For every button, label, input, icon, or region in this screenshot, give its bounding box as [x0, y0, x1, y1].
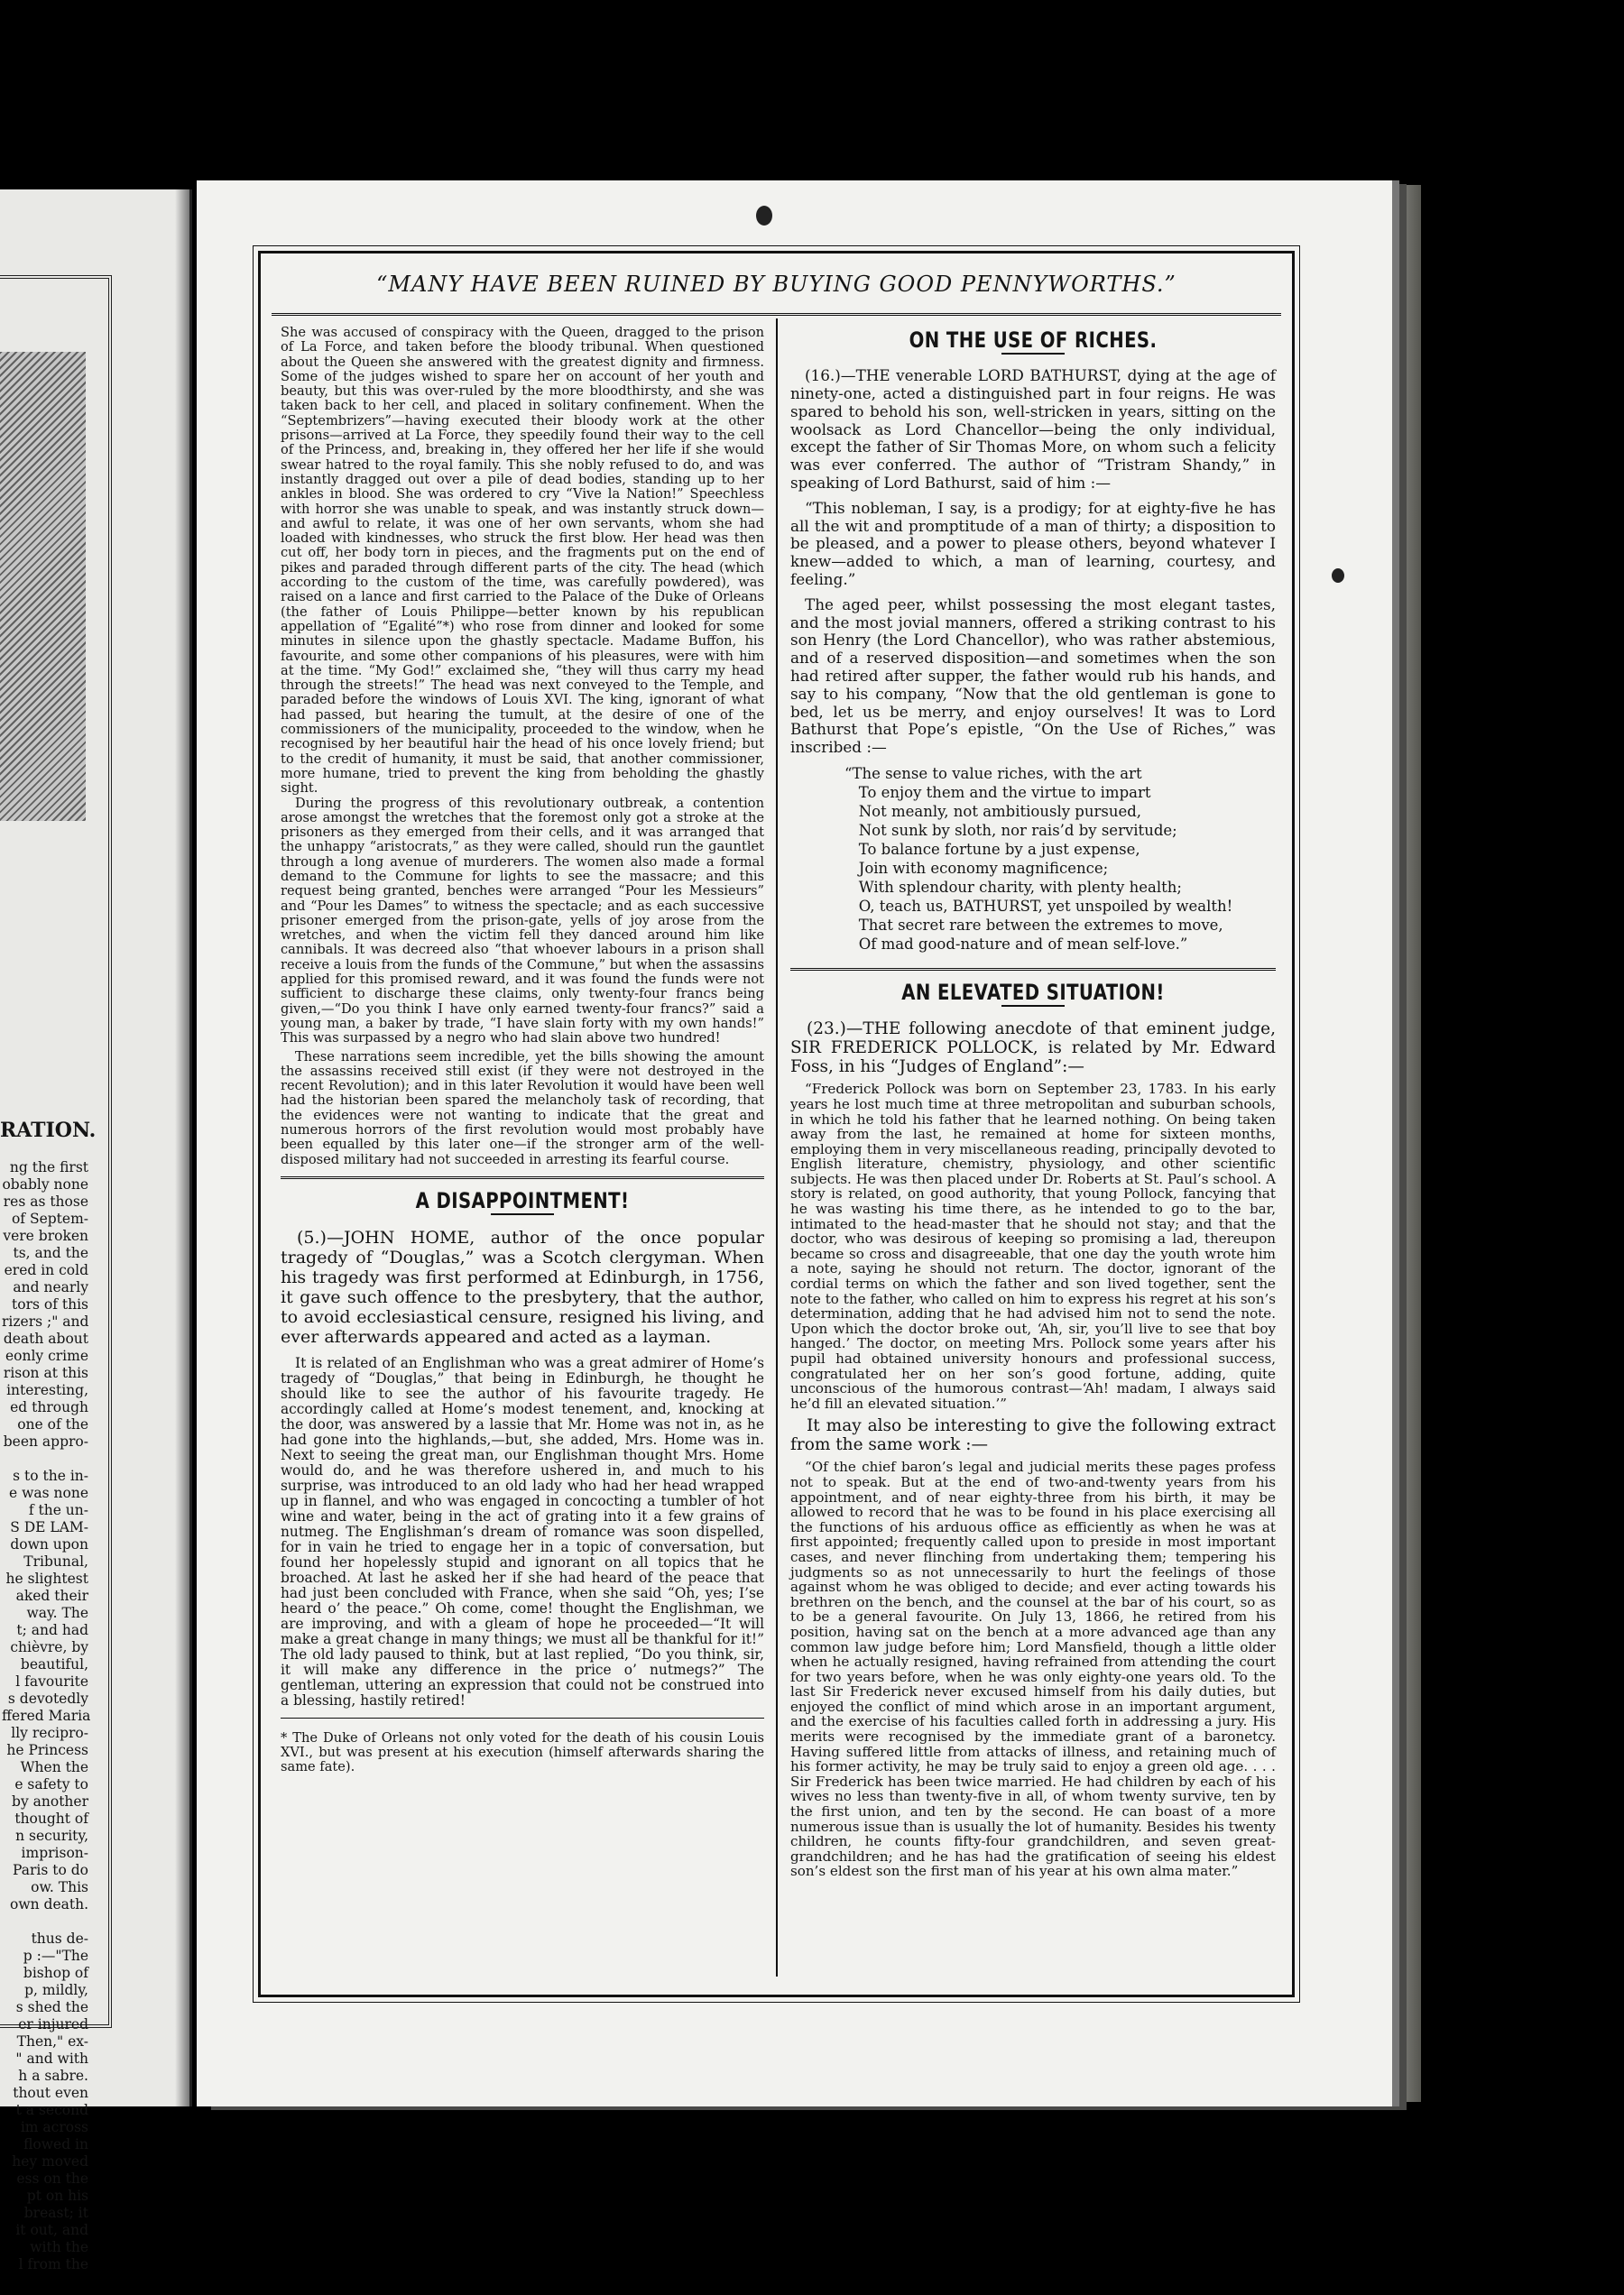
paragraph: (23.)—THE following anecdote of that eminent judge, SIR FREDERICK POLLOCK, is related by Mr. Edward Foss, in his “Judges of England”:—: [790, 1019, 1276, 1077]
section-body: [790, 1416, 1276, 1454]
quote-paragraph: “Frederick Pollock was born on September 23, 1783. In his early years he lost much time at three metropolitan and suburban schools, in which he told his father that he learned nothing. On being taken away from the last, he remained at home for sixteen months, employing them in very miscellaneous reading, principally devoted to English literature, chemistry, physiology, and other scientific subjects. He was then placed under Dr. Roberts at St. Paul’s school. A story is related, on good authority, that young Pollock, fancying that he was wasting his time there, as he intended to go to the bar, intimated to the head-master that he should not stay; and that the doctor, who was desirous of keeping so promising a lad, thereupon became so cross and disagreeable, that one day the youth wrote him a note, saying he should not return. The doctor, ignorant of the cordial terms on which the father and son lived together, sent the note to the father, who called on him to express his regret at his son’s determination, adding that he had advised him not to send the note. Upon which the doctor broke out, ‘Ah, sir, you’ll live to see that boy hanged.’ The doctor, on meeting Mrs. Pollock some years after his pupil had obtained university honours and professional success, congratulated her on her son’s good fortune, adding, quite unconscious of the humorous contrast—‘Ah! madam, I always said he’d fill an elevated situation.’”: [790, 1081, 1276, 1412]
title-underline: [491, 1213, 554, 1215]
paragraph: The aged peer, whilst possessing the most elegant tastes, and the most jovial manners, offered a striking contrast to his son Henry (the Lord Chancellor), who was rather abstemious, and of a reserved disposition—and sometimes when the son had retired after supper, the father would rub his hands, and say to his company, “Now that the old gentleman is gone to bed, let us be merry, and enjoy ourselves! It was to Lord Bathurst that Pope’s epistle, “On the Use of Riches,” was inscribed :—: [790, 594, 1276, 757]
section-body: [790, 1019, 1276, 1076]
section-title: A DISAPPOINTMENT!: [415, 1187, 630, 1213]
paragraph: It may also be interesting to give the following extract from the same work :—: [790, 1416, 1276, 1455]
left-page-text: ng the first obably none res as those of Septem- vere broken ts, and the ered in cold and nearly tors of this rizers ;" and death about eonly crime rison at this interesting, ed through one of the been appro- s to the in- e was none f the un- S DE LAM- down upon Tribunal, he slightest aked their way. The t; and had chièvre, by beautiful, l favourite s devotedly ffered Maria lly recipro- he Princess When the e safety to by another thought of n security, imprison- Paris to do ow. This own death. thus de- p :—"The bishop of p, mildly, s shed the er injured Then," ex- " and with h a sabre. thout even t a second im across flowed in hey moved ess on the pt on his breast; it it out, and with the l from the: [2, 1159, 91, 2272]
section-body: [790, 367, 1276, 757]
section-body: [281, 1228, 764, 1347]
section-title: AN ELEVATED SITUATION!: [901, 980, 1165, 1006]
paragraph: During the progress of this revolutionary outbreak, a contention arose amongst the wretches that the foremost only got a stroke at the prisoners as they emerged from their cells, and it was arranged that the unhappy “aristocrats,” as they were called, should run the gauntlet through a long avenue of murderers. The women also made a formal demand to the Commune for lights to see the massacre; and this request being granted, benches were arranged “Pour les Messieurs” and “Pour les Dames” to witness the spectacle; and as each successive prisoner emerged from the prison-gate, yells of joy arose from the wretches, and when the victim fell they danced around him like cannibals. It was decreed also “that whoever labours in a prison shall receive a louis from the funds of the Commune,” but when the assassins applied for this promised reward, and it was found the funds were not sufficient to discharge these claims, only twenty-four francs being given,—“Do you think I have only earned twenty-four francs?” said a young man, a baker by trade, “I have slain forty with my own hands!” This was surpassed by a negro who had slain above two hundred!: [281, 795, 764, 1046]
section-title: ON THE USE OF RICHES.: [909, 327, 1158, 353]
paragraph: It is related of an Englishman who was a great admirer of Home’s tragedy of “Douglas,” that being in Edinburgh, he thought he should like to see the author of his favourite tragedy. He accordingly called at Home’s modest tenement, and, knocking at the door, was answered by a lassie that Mr. Home was not in, as he had gone into the highlands,—but, she added, Mrs. Home was in. Next to seeing the great man, our Englishman thought Mrs. Home would do, and he was therefore ushered in, and much to his surprise, was introduced to an old lady who had her head wrapped up in flannel, and who was engaged in concocting a tumbler of hot wine and water, being in the act of grating into it a few grains of nutmeg. The Englishman’s dream of romance was soon dispelled, for in vain he tried to engage her in a topic of conversation, but found her hopelessly stupid and ignorant on all topics that he broached. At last he asked her if she had heard of the peace that had just been concluded with France, when she said “Oh, yes; I’se heard o’ the peace.” Oh come, come! thought the Englishman, we are improving, and with a gleam of hope he proceeded—“It will make a great change in many things; we must all be thankful for it!” The old lady paused to think, but at last replied, “Do you think, sir, it will make any difference in the price o’ nutmegs?” The gentleman, uttering an expression that could not be construed into a blessing, hastily retired!: [281, 1355, 764, 1710]
poem: “The sense to value riches, with the art To enjoy them and the virtue to impart Not meanly, not ambitiously pursued, Not sunk by sloth, nor rais’d by servitude; To balance fortune by a just expense, Join with economy magnificence; With splendour charity, with plenty health; O, teach us, BATHURST, yet unspoiled by wealth! That secret rare between the extremes to move, Of mad good-nature and of mean self-love.”: [844, 765, 1233, 954]
ink-blot: [1332, 568, 1344, 583]
left-page-illustration: [0, 352, 86, 821]
quote-paragraph: “Of the chief baron’s legal and judicial merits these pages profess not to speak. But at the end of two-and-twenty years from his appointment, and of near eighty-three from his birth, it may be allowed to record that he was to be found in his place exercising all the functions of his arduous office as efficiently as when he was at first appointed; frequently called upon to preside in most important cases, and never flinching from undertaking them; tempering his judgments so as not unnecessarily to hurt the feelings of those against whom he was obliged to decide; and ever acting towards his brethren on the bench, and the counsel at the bar of his court, so as to be a general favourite. On July 13, 1866, he retired from his position, having sat on the bench at a more advanced age than any common law judge before him; Lord Mansfield, though a little older when he actually resigned, having refrained from attending the court for two years before, when he was only eighty-one years old. To the last Sir Frederick never excused himself from his daily duties, but enjoyed the conflict of mind which arose in an important argument, and the exercise of his faculties called forth in addressing a jury. His merits were recognised by the immediate grant of a baronetcy. Having suffered little from attacks of illness, and retaining much of his former activity, he may be truly said to enjoy a green old age. . . . Sir Frederick has been twice married. He had children by each of his wives no less than twenty-five in all, of whom twenty survive, ten by the first union, and ten by the second. He can boast of a more numerous issue than is usually the lot of humanity. Besides his twenty children, he counts fifty-four grandchildren, and seven great-grandchildren; and he has had the gratification of seeing his eldest son’s eldest son the first man of his year at his own alma mater.”: [790, 1459, 1276, 1880]
ink-blot: [756, 206, 772, 226]
section-rule: [281, 1176, 764, 1179]
paragraph: She was accused of conspiracy with the Queen, dragged to the prison of La Force, and taken before the bloody tribunal. When questioned about the Queen she answered with the greatest dignity and firmness. Some of the judges wished to spare her on account of her youth and beauty, but this was over-ruled by the more bloodthirsty, and she was taken back to her cell, and placed in solitary confinement. When the “Septembrizers”—having executed their bloody work at the other prisons—arrived at La Force, they speedily found their way to the cell of the Princess, and, breaking in, they offered her her life if she would swear hatred to the royal family. This she nobly refused to do, and was instantly dragged out over a pile of dead bodies, standing up to her ankles in blood. She was ordered to cry “Vive la Nation!” Speechless with horror she was unable to speak, and was instantly struck down—and awful to relate, it was one of her own servants, whom she had loaded with kindnesses, who struck the first blow. Her head was then cut off, her body torn in pieces, and the fragments put on the end of pikes and paraded through different parts of the city. The head (which according to the custom of the time, was carefully powdered), was raised on a lance and first carried to the Palace of the Duke of Orleans (the father of Louis Philippe—better known by his republican appellation of “Egalité”*) who rose from dinner and looked for some minutes in silence upon the ghastly spectacle. Madame Buffon, his favourite, and some other companions of his pleasures, were with him at the time. “My God!” exclaimed she, “they will thus carry my head through the streets!” The head was next conveyed to the Temple, and paraded before the windows of Louis XVI. The king, ignorant of what had passed, but hearing the tumult, at the desire of one of the commissioners of the municipality, proceeded to the window, when he recognised by her beautiful hair the head of his once lovely friend; but to the credit of humanity, it must be said, that another commissioner, more humane, tried to prevent the king from beholding the ghastly sight.: [281, 325, 764, 797]
quote-paragraph: “This nobleman, I say, is a prodigy; for at eighty-five he has all the wit and promptitude of a man of thirty; a disposition to be pleased, and a power to please others, beyond whatever I knew—added to which, a man of learning, courtesy, and feeling.”: [790, 498, 1276, 589]
title-underline: [1001, 353, 1065, 355]
column-divider: [776, 318, 778, 1977]
left-column: [281, 326, 764, 1774]
header-rule: [272, 313, 1281, 316]
right-page: [197, 180, 1392, 2106]
footnote: * The Duke of Orleans not only voted for the death of his cousin Louis XVI., but was present at his execution (himself afterwards sharing the same fate).: [281, 1718, 764, 1774]
left-page: [0, 189, 192, 2272]
title-underline: [1001, 1005, 1065, 1007]
paragraph: (16.)—THE venerable LORD BATHURST, dying at the age of ninety-one, acted a distinguished part in four reigns. He was spared to behold his son, well-stricken in years, sitting on the woolsack as Lord Chancellor—being the only individual, except the father of Sir Thomas More, on whom such a felicity was ever conferred. The author of “Tristram Shandy,” in speaking of Lord Bathurst, said of him :—: [790, 366, 1276, 493]
section-rule: [790, 968, 1276, 971]
page-frame: [258, 251, 1295, 1997]
left-page-heading: RATION.: [0, 1119, 97, 1142]
paragraph: These narrations seem incredible, yet the bills showing the amount the assassins received still exist (if they were not destroyed in the recent Revolution); and in this later Revolution it would have been well had the historian been spared the melancholy task of recording, that the evidences were not wanting to indicate that the great and numerous horrors of the first revolution would most probably have been equalled by this later one—if the stronger arm of the well-disposed military had not succeeded in arresting its fearful course.: [281, 1048, 764, 1167]
page-motto: “MANY HAVE BEEN RUINED BY BUYING GOOD PENNYWORTHS.”: [376, 272, 1176, 297]
paragraph: (5.)—JOHN HOME, author of the once popular tragedy of “Douglas,” was a Scotch clergyman. When his tragedy was first performed at Edinburgh, in 1756, it gave such offence to the presbytery, that the author, to avoid ecclesiastical censure, resigned his living, and ever afterwards appeared and acted as a layman.: [281, 1228, 764, 1348]
page-fold: [175, 189, 189, 2106]
right-column: [790, 326, 1276, 1879]
